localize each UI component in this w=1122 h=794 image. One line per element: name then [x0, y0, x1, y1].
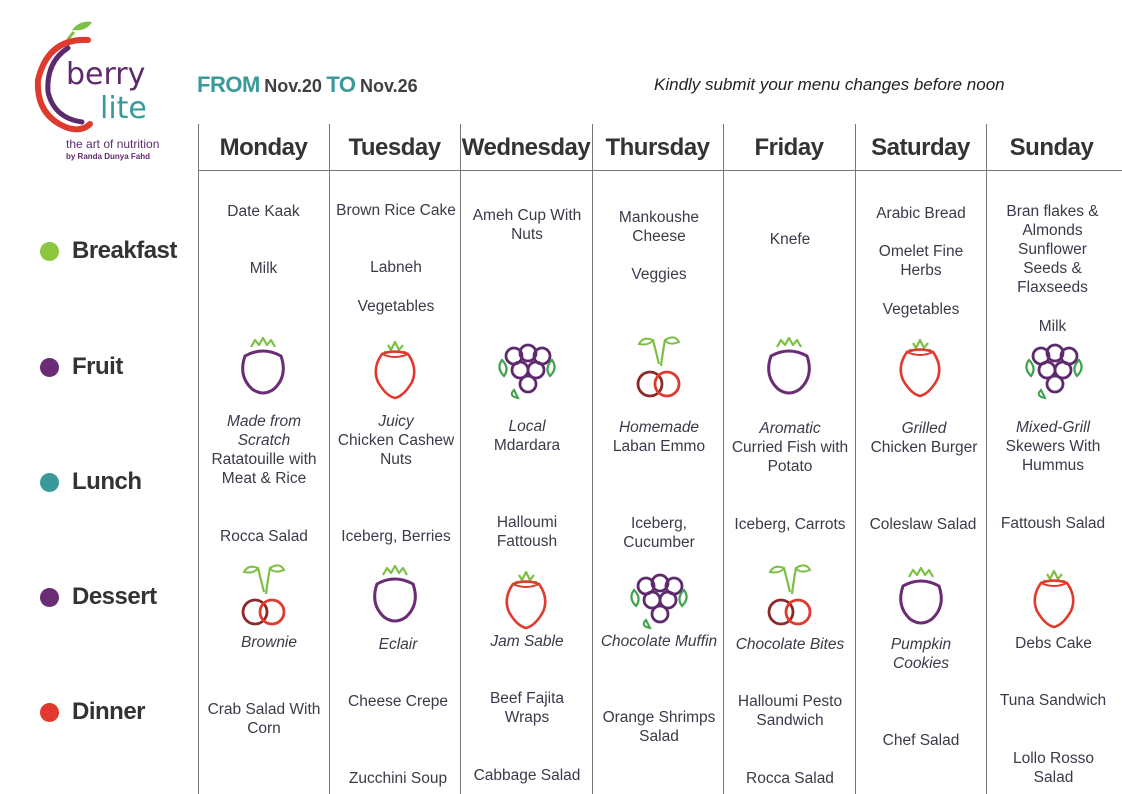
dinner-item: Cheese Crepe [348, 693, 448, 710]
day-header-monday: Monday [219, 134, 308, 161]
dessert-item: Debs Cake [1015, 635, 1092, 652]
grid-line [986, 124, 987, 794]
dinner-item: Orange Shrimps Salad [602, 709, 716, 745]
breakfast-item: Milk [1038, 318, 1067, 335]
grapes-icon [1019, 332, 1089, 402]
meal-label-dinner [40, 697, 145, 727]
breakfast-item: Omelet Fine Herbs [878, 243, 964, 279]
strawberry-icon [885, 334, 955, 404]
dinner-dot [40, 703, 59, 722]
dinner-item: Beef Fajita Wraps [489, 690, 565, 726]
lunch-item: Laban Emmo [612, 438, 706, 455]
lunch-side: Iceberg, Carrots [734, 516, 846, 533]
meal-label-text: Fruit [72, 353, 123, 380]
logo-word-berry: berry [66, 57, 146, 92]
lunch-descriptor: Mixed-Grill [1015, 419, 1091, 436]
breakfast-item: Bran flakes & Almonds Sunflower Seeds & Flaxseeds [1006, 203, 1099, 296]
meal-label-lunch [40, 467, 142, 497]
dinner-item: Zucchini Soup [348, 770, 448, 787]
breakfast-item: Ameh Cup With Nuts [472, 207, 582, 243]
from-label: FROM [197, 72, 260, 97]
grid-line [723, 124, 724, 794]
lunch-side: Iceberg, Cucumber [623, 515, 695, 551]
dinner-item: Halloumi Pesto Sandwich [737, 693, 843, 729]
day-header-thursday: Thursday [605, 134, 710, 161]
dinner-item: Cabbage Salad [473, 767, 581, 784]
header-divider [198, 170, 1122, 171]
day-header-sunday: Sunday [1009, 134, 1094, 161]
logo-leaf [72, 22, 92, 31]
lunch-dot [40, 473, 59, 492]
breakfast-item: Veggies [631, 266, 687, 283]
lunch-descriptor: Aromatic [759, 420, 821, 437]
breakfast-item: Vegetables [357, 298, 435, 315]
meal-label-text: Breakfast [72, 237, 177, 264]
meal-label-dessert [40, 582, 157, 612]
lunch-descriptor: Local [508, 418, 546, 435]
lunch-side: Halloumi Fattoush [496, 514, 558, 550]
lunch-item: Chicken Cashew Nuts [337, 432, 455, 468]
dinner-item: Crab Salad With Corn [207, 701, 321, 737]
grid-line [329, 124, 330, 794]
grid-line [855, 124, 856, 794]
date-range [197, 72, 418, 98]
lunch-item: Chicken Burger [870, 439, 978, 456]
lunch-side: Iceberg, Berries [341, 528, 451, 545]
lunch-item: Curried Fish with Potato [731, 439, 849, 475]
day-header-tuesday: Tuesday [348, 134, 441, 161]
breakfast-item: Brown Rice Cake [336, 202, 456, 219]
day-header-friday: Friday [754, 134, 824, 161]
fruit-dot [40, 358, 59, 377]
breakfast-item: Vegetables [882, 301, 960, 318]
dessert-item: Eclair [378, 636, 418, 653]
dessert-item: Jam Sable [490, 633, 564, 650]
grid-line [592, 124, 593, 794]
dessert-item: Pumpkin Cookies [890, 636, 952, 672]
day-header-saturday: Saturday [871, 134, 970, 161]
fig-icon [360, 562, 430, 632]
fig-icon [886, 564, 956, 634]
lunch-item: Skewers With Hummus [1005, 438, 1101, 474]
lunch-descriptor: Homemade [618, 419, 700, 436]
breakfast-item: Arabic Bread [876, 205, 966, 222]
dessert-dot [40, 588, 59, 607]
meal-label-fruit [40, 352, 123, 382]
grapes-icon [492, 332, 562, 402]
to-label: TO [326, 72, 356, 97]
from-date: Nov.20 [264, 76, 322, 96]
cherry-icon [228, 560, 298, 630]
day-header-wednesday: Wednesday [461, 134, 591, 161]
breakfast-item: Date Kaak [227, 203, 300, 220]
strawberry-icon [360, 336, 430, 406]
breakfast-item: Milk [249, 260, 278, 277]
fig-icon [228, 334, 298, 404]
dessert-item: Chocolate Muffin [600, 633, 718, 650]
logo-word-lite: lite [100, 91, 147, 126]
strawberry-icon [1019, 565, 1089, 635]
fig-icon [754, 334, 824, 404]
strawberry-icon [491, 566, 561, 636]
lunch-side: Coleslaw Salad [869, 516, 977, 533]
lunch-item: Mdardara [493, 437, 561, 454]
lunch-descriptor: Made from Scratch [226, 413, 302, 449]
submission-note: Kindly submit your menu changes before noon [654, 75, 1005, 94]
breakfast-dot [40, 242, 59, 261]
cherry-icon [754, 560, 824, 630]
logo-tagline: the art of nutrition [66, 137, 160, 151]
breakfast-item: Mankoushe Cheese [618, 209, 700, 245]
lunch-side: Fattoush Salad [1000, 515, 1106, 532]
meal-label-text: Dinner [72, 698, 146, 725]
grid-line [460, 124, 461, 794]
lunch-side: Rocca Salad [220, 528, 308, 545]
breakfast-item: Labneh [370, 259, 422, 276]
grapes-icon [624, 562, 694, 632]
grid-line [198, 124, 199, 794]
dessert-item: Brownie [241, 634, 297, 651]
dinner-item: Rocca Salad [746, 770, 834, 787]
meal-label-breakfast [40, 236, 177, 266]
dinner-item: Lollo Rosso Salad [1013, 750, 1094, 786]
meal-label-text: Lunch [72, 468, 142, 495]
lunch-descriptor: Grilled [901, 420, 947, 437]
meal-label-text: Dessert [72, 583, 157, 610]
dinner-item: Chef Salad [882, 732, 960, 749]
cherry-icon [623, 332, 693, 402]
lunch-descriptor: Juicy [378, 413, 414, 430]
breakfast-item: Knefe [769, 231, 811, 248]
logo-byline: by Randa Dunya Fahd [66, 152, 151, 161]
dessert-item: Chocolate Bites [735, 636, 845, 653]
to-date: Nov.26 [359, 76, 418, 96]
lunch-item: Ratatouille with Meat & Rice [211, 451, 317, 487]
dinner-item: Tuna Sandwich [999, 692, 1107, 709]
